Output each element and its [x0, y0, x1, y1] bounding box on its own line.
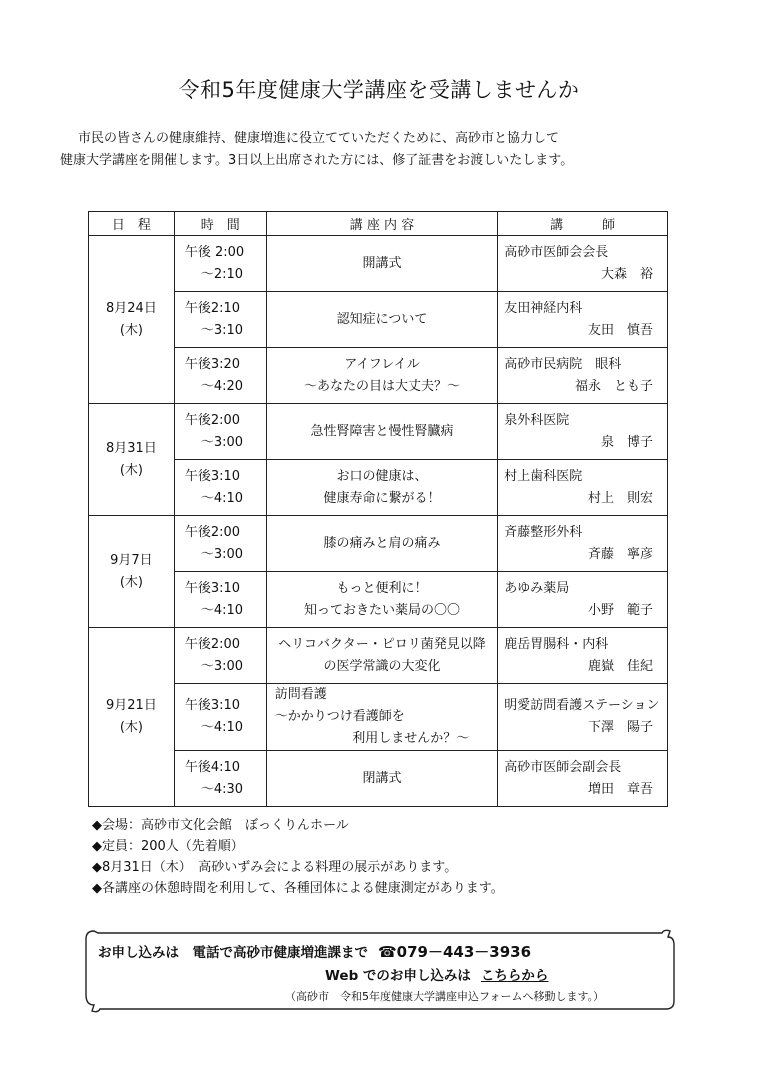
table-row	[89, 236, 668, 292]
lecturer-cell	[498, 684, 668, 751]
note-health-check: ◆各講座の休憩時間を利用して、各種団体による健康測定があります。	[92, 881, 504, 896]
time-cell	[174, 516, 266, 572]
header-lecturer: 講 師	[498, 212, 668, 236]
note-venue: ◆会場：高砂市文化会館 ぼっくりんホール	[92, 818, 349, 833]
lecturer-name: 大森 裕	[600, 266, 653, 282]
apply-web-note: （高砂市 令和5年度健康大学講座申込フォームへ移動します。）	[285, 990, 605, 1003]
lecturer-org: 友田神経内科	[504, 300, 583, 316]
topic-cell	[266, 572, 498, 628]
intro-line-2: 健康大学講座を開催します。3日以上出席された方には、修了証書をお渡しいたします。	[60, 153, 574, 168]
date-cell	[89, 516, 175, 628]
lecturer-name: 小野 範子	[587, 602, 653, 618]
topic-text: 膝の痛みと肩の痛み	[323, 535, 441, 551]
notes-list	[92, 815, 504, 899]
time-cell	[174, 460, 266, 516]
topic-cell	[266, 684, 498, 751]
time-start: 午後2:00	[184, 524, 241, 540]
lecturer-name: 斉藤 寧彦	[587, 546, 653, 562]
topic-cell	[266, 236, 498, 292]
apply-web-label: Web でのお申し込みは	[325, 968, 471, 984]
date-text: 9月7日	[110, 552, 153, 568]
time-end: ～4:20	[200, 378, 244, 394]
schedule-table	[88, 211, 668, 807]
time-start: 午後3:10	[184, 468, 241, 484]
lecturer-org: 村上歯科医院	[504, 468, 583, 484]
weekday-text: (木)	[119, 574, 143, 590]
time-end: ～3:00	[200, 658, 244, 674]
lecturer-name: 泉 博子	[600, 434, 653, 450]
weekday-text: (木)	[119, 462, 143, 478]
header-time: 時 間	[174, 212, 266, 236]
lecturer-name: 増田 章吾	[587, 781, 653, 797]
topic-subtext-2: 利用しませんか？～	[352, 731, 470, 746]
topic-cell	[266, 516, 498, 572]
time-cell	[174, 348, 266, 404]
table-row	[89, 348, 668, 404]
topic-subtext: 知っておきたい薬局の〇〇	[304, 602, 461, 618]
intro-text	[60, 128, 720, 172]
time-start: 午後2:10	[184, 300, 241, 316]
lecturer-cell	[498, 751, 668, 807]
phone-number[interactable]: ☎079－443－3936	[378, 943, 532, 961]
page-title: 令和5年度健康大学講座を受講しませんか	[178, 78, 580, 102]
application-box	[80, 925, 680, 1017]
topic-subtext: ～かかりつけ看護師を	[274, 709, 405, 724]
topic-text: 認知症について	[336, 311, 428, 327]
topic-text: お口の健康は、	[336, 468, 428, 484]
lecturer-cell	[498, 460, 668, 516]
lecturer-org: 明愛訪問看護ステーション	[504, 698, 660, 713]
time-end: ～3:00	[200, 434, 244, 450]
header-topic: 講 座 内 容	[266, 212, 498, 236]
topic-subtext: の医学常識の大変化	[323, 658, 441, 674]
weekday-text: (木)	[119, 322, 143, 338]
topic-subtext: ～あなたの目は大丈夫？～	[304, 378, 461, 394]
apply-phone-label: お申し込みは 電話で高砂市健康増進課まで	[98, 945, 368, 961]
topic-cell	[266, 292, 498, 348]
topic-cell	[266, 751, 498, 807]
time-cell	[174, 572, 266, 628]
table-row	[89, 292, 668, 348]
topic-text: ヘリコバクター・ピロリ菌発見以降	[278, 636, 486, 652]
header-date: 日 程	[89, 212, 175, 236]
lecturer-cell	[498, 572, 668, 628]
time-cell	[174, 404, 266, 460]
table-row	[89, 516, 668, 572]
lecturer-name: 福永 とも子	[574, 378, 653, 394]
apply-web-line	[325, 964, 548, 984]
table-row	[89, 460, 668, 516]
lecturer-org: あゆみ薬局	[504, 580, 570, 596]
time-start: 午後3:20	[184, 356, 241, 372]
lecturer-cell	[498, 292, 668, 348]
table-row	[89, 572, 668, 628]
lecturer-cell	[498, 628, 668, 684]
lecturer-cell	[498, 236, 668, 292]
time-end: ～4:30	[200, 781, 244, 797]
table-row	[89, 628, 668, 684]
table-row	[89, 404, 668, 460]
time-cell	[174, 292, 266, 348]
apply-web-link[interactable]: こちらから	[480, 968, 549, 984]
date-text: 8月24日	[106, 300, 157, 316]
topic-text: 閉講式	[362, 770, 402, 786]
table-row	[89, 684, 668, 751]
date-text: 9月21日	[106, 698, 157, 713]
time-start: 午後2:00	[184, 412, 241, 428]
date-cell	[89, 404, 175, 516]
time-end: ～4:10	[200, 602, 244, 618]
time-start: 午後2:00	[184, 636, 241, 652]
time-cell	[174, 236, 266, 292]
lecturer-org: 高砂市民病院 眼科	[504, 356, 622, 372]
topic-cell	[266, 404, 498, 460]
lecturer-org: 高砂市医師会副会長	[504, 759, 622, 775]
time-end: ～3:00	[200, 546, 244, 562]
topic-text: 訪問看護	[274, 687, 327, 702]
topic-cell	[266, 460, 498, 516]
table-row	[89, 751, 668, 807]
time-end: ～4:10	[200, 720, 244, 735]
lecturer-org: 高砂市医師会会長	[504, 244, 609, 260]
time-cell	[174, 751, 266, 807]
lecturer-name: 鹿嶽 佳紀	[587, 658, 653, 674]
weekday-text: (木)	[119, 720, 143, 735]
note-capacity: ◆定員：200人（先着順）	[92, 839, 244, 854]
date-text: 8月31日	[106, 440, 157, 456]
time-end: ～4:10	[200, 490, 244, 506]
date-cell	[89, 236, 175, 404]
lecturer-org: 泉外科医院	[504, 412, 570, 428]
topic-cell	[266, 628, 498, 684]
time-end: ～3:10	[200, 322, 244, 338]
lecturer-cell	[498, 516, 668, 572]
time-cell	[174, 628, 266, 684]
lecturer-cell	[498, 348, 668, 404]
lecturer-org: 斉藤整形外科	[504, 524, 583, 540]
topic-text: 開講式	[362, 255, 402, 271]
topic-cell	[266, 348, 498, 404]
lecturer-org: 鹿岳胃腸科・内科	[504, 636, 609, 652]
lecturer-name: 下澤 陽子	[587, 720, 653, 735]
time-cell	[174, 684, 266, 751]
lecturer-cell	[498, 404, 668, 460]
topic-text: アイフレイル	[344, 356, 420, 372]
topic-text: 急性腎障害と慢性腎臓病	[310, 423, 454, 439]
time-start: 午後3:10	[184, 698, 241, 713]
lecturer-name: 村上 則宏	[587, 490, 653, 506]
topic-subtext: 健康寿命に繋がる！	[323, 490, 441, 506]
lecturer-name: 友田 慎吾	[587, 322, 653, 338]
intro-line-1: 市民の皆さんの健康維持、健康増進に役立てていただくために、高砂市と協力して	[78, 131, 560, 146]
time-start: 午後 2:00	[184, 244, 245, 260]
date-cell	[89, 628, 175, 807]
time-start: 午後4:10	[184, 759, 241, 775]
time-start: 午後3:10	[184, 580, 241, 596]
table-header-row	[89, 212, 668, 236]
topic-text: もっと便利に！	[336, 580, 428, 596]
note-cooking-display: ◆8月31日（木） 高砂いずみ会による料理の展示があります。	[92, 860, 458, 875]
time-end: ～2:10	[200, 266, 244, 282]
apply-phone-line	[98, 941, 531, 962]
